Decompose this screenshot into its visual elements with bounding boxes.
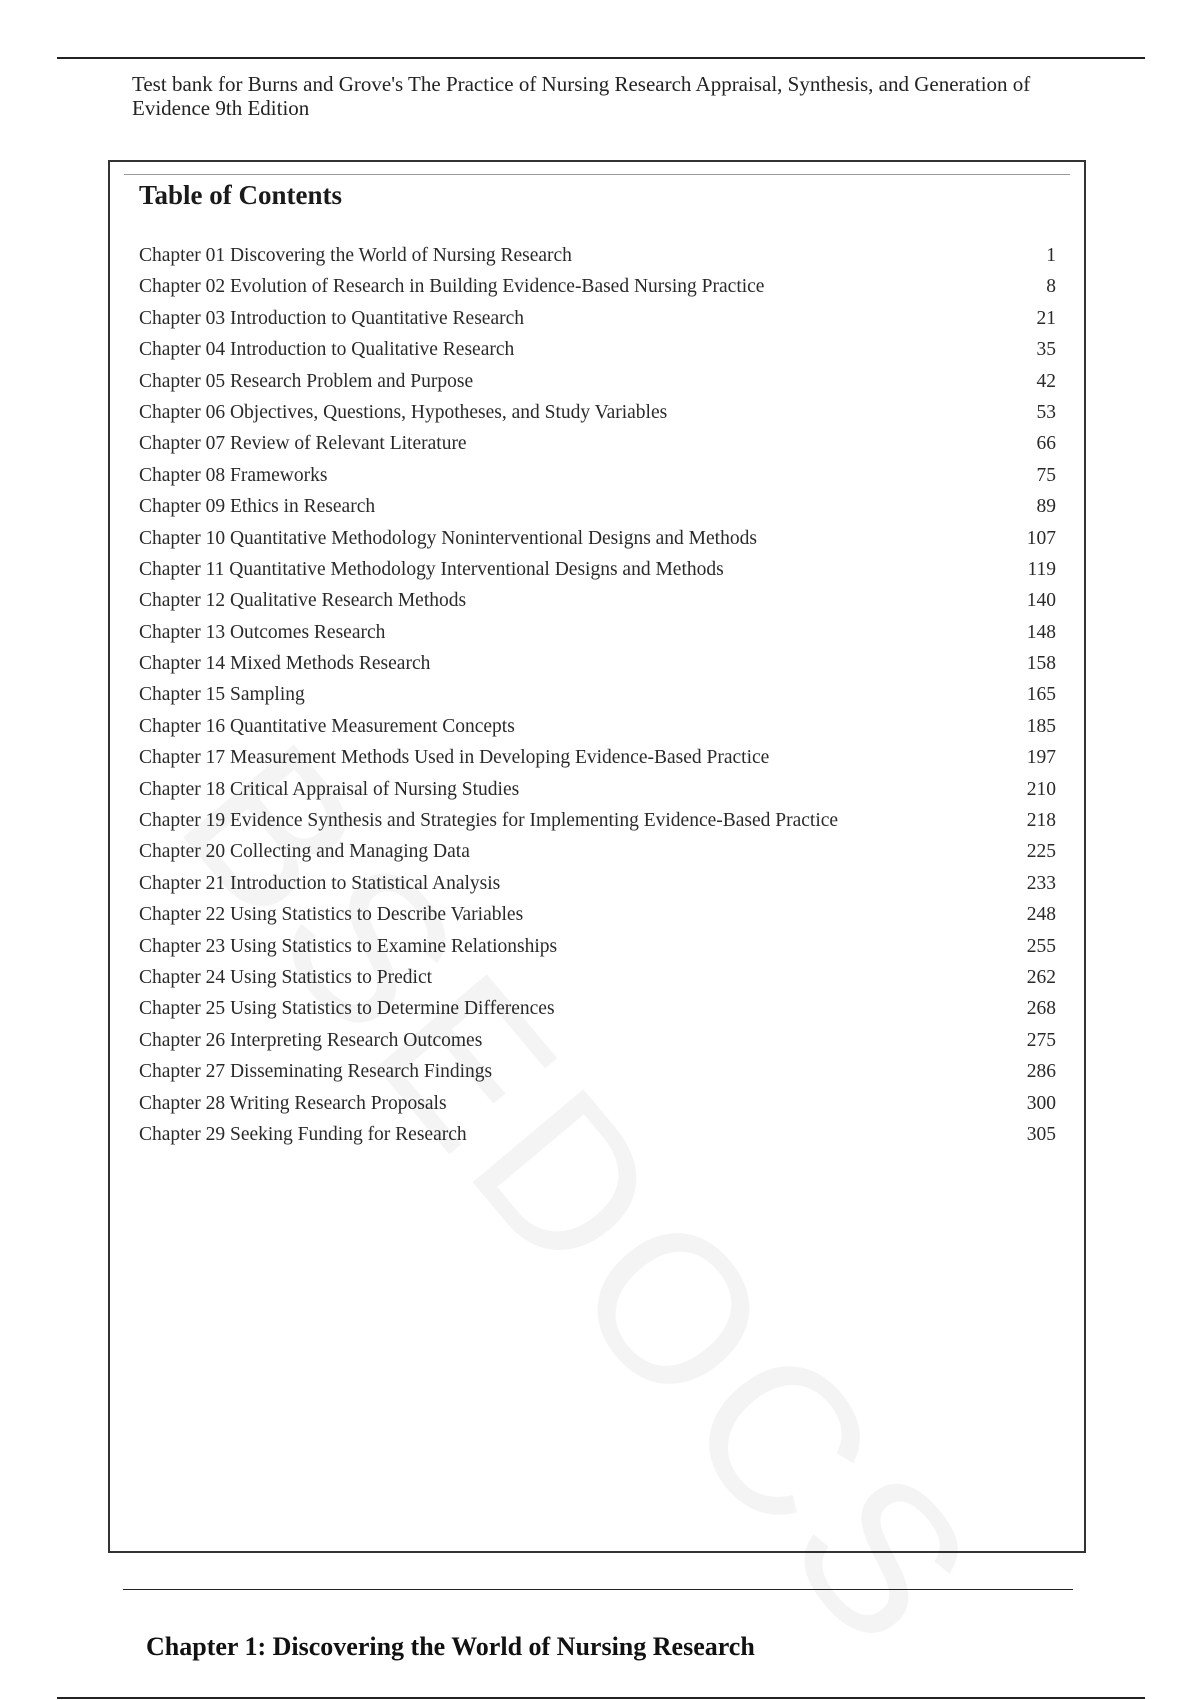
- toc-entry[interactable]: [139, 1061, 1056, 1092]
- toc-entry[interactable]: [139, 1093, 1056, 1124]
- toc-entry-page: 255: [1026, 935, 1056, 957]
- toc-entry[interactable]: [139, 1124, 1056, 1155]
- toc-entry-label: Chapter 21 Introduction to Statistical Analysis: [139, 872, 501, 894]
- toc-entry-page: 248: [1026, 904, 1056, 926]
- toc-entry[interactable]: [139, 496, 1056, 527]
- toc-entry-label: Chapter 09 Ethics in Research: [139, 496, 376, 518]
- toc-entry-page: 158: [1026, 653, 1056, 675]
- toc-entry-page: 107: [1026, 527, 1056, 549]
- toc-entry[interactable]: [139, 779, 1056, 810]
- toc-entry-label: Chapter 14 Mixed Methods Research: [139, 653, 431, 675]
- toc-entry[interactable]: [139, 967, 1056, 998]
- toc-entry-label: Chapter 04 Introduction to Qualitative Research: [139, 339, 515, 361]
- toc-entry[interactable]: [139, 465, 1056, 496]
- toc-entry-page: 42: [1036, 370, 1056, 392]
- toc-entry[interactable]: [139, 339, 1056, 370]
- table-of-contents: [108, 160, 1086, 1553]
- toc-entry[interactable]: [139, 622, 1056, 653]
- toc-entry-page: 1: [1046, 245, 1056, 266]
- toc-entry[interactable]: [139, 747, 1056, 778]
- toc-inner-divider: [124, 174, 1070, 175]
- toc-entry[interactable]: [139, 245, 1056, 276]
- toc-entry[interactable]: [139, 684, 1056, 715]
- toc-entry-page: 262: [1026, 966, 1056, 988]
- toc-entry-page: 286: [1026, 1061, 1056, 1083]
- chapter-heading: Chapter 1: Discovering the World of Nursing Research: [146, 1632, 755, 1661]
- toc-entry[interactable]: [139, 716, 1056, 747]
- toc-entry-label: Chapter 02 Evolution of Research in Building Evidence-Based Nursing Practice: [139, 276, 765, 298]
- bottom-divider: [57, 1697, 1145, 1699]
- toc-entry-label: Chapter 19 Evidence Synthesis and Strategies for Implementing Evidence-Based Practice: [139, 810, 839, 832]
- toc-entry-label: Chapter 27 Disseminating Research Findings: [139, 1061, 493, 1083]
- toc-entry-page: 119: [1027, 558, 1056, 580]
- toc-entry[interactable]: [139, 653, 1056, 684]
- toc-entry-label: Chapter 29 Seeking Funding for Research: [139, 1123, 467, 1145]
- toc-entry[interactable]: [139, 904, 1056, 935]
- toc-list: [139, 245, 1056, 1155]
- toc-entry-page: 66: [1036, 433, 1056, 455]
- toc-entry-page: 165: [1026, 684, 1056, 706]
- toc-entry[interactable]: [139, 841, 1056, 872]
- toc-entry[interactable]: [139, 1030, 1056, 1061]
- toc-entry-label: Chapter 12 Qualitative Research Methods: [139, 590, 467, 612]
- toc-entry-page: 268: [1026, 998, 1056, 1020]
- toc-entry[interactable]: [139, 810, 1056, 841]
- toc-entry-label: Chapter 16 Quantitative Measurement Concepts: [139, 715, 515, 737]
- toc-entry-page: 75: [1036, 464, 1056, 486]
- toc-entry-label: Chapter 20 Collecting and Managing Data: [139, 841, 470, 863]
- toc-entry-label: Chapter 24 Using Statistics to Predict: [139, 966, 433, 988]
- toc-entry[interactable]: [139, 559, 1056, 590]
- toc-entry-page: 35: [1036, 339, 1056, 361]
- toc-entry-page: 275: [1026, 1029, 1056, 1051]
- toc-entry-label: Chapter 18 Critical Appraisal of Nursing Studies: [139, 778, 520, 800]
- toc-entry-page: 300: [1026, 1092, 1056, 1114]
- toc-entry-page: 21: [1036, 307, 1056, 329]
- toc-entry-label: Chapter 15 Sampling: [139, 684, 305, 706]
- toc-entry-page: 140: [1026, 590, 1056, 612]
- toc-entry-page: 8: [1046, 276, 1056, 298]
- top-divider: [57, 57, 1145, 59]
- toc-entry-page: 89: [1036, 496, 1056, 518]
- toc-entry-label: Chapter 11 Quantitative Methodology Interventional Designs and Methods: [139, 558, 724, 580]
- document-title: Test bank for Burns and Grove's The Practice of Nursing Research Appraisal, Synthesis, and Generation of Evidence 9th Edition: [132, 72, 1031, 120]
- toc-entry-page: 305: [1026, 1123, 1056, 1145]
- toc-entry-label: Chapter 03 Introduction to Quantitative Research: [139, 307, 525, 329]
- toc-entry[interactable]: [139, 998, 1056, 1029]
- toc-entry-label: Chapter 17 Measurement Methods Used in Developing Evidence-Based Practice: [139, 747, 770, 769]
- toc-entry-label: Chapter 07 Review of Relevant Literature: [139, 433, 467, 455]
- section-divider: [123, 1589, 1073, 1590]
- toc-entry[interactable]: [139, 528, 1056, 559]
- toc-entry-label: Chapter 25 Using Statistics to Determine Differences: [139, 998, 555, 1020]
- toc-entry-page: 233: [1026, 872, 1056, 894]
- toc-heading: Table of Contents: [139, 180, 343, 210]
- toc-entry-page: 53: [1036, 401, 1056, 423]
- toc-entry[interactable]: [139, 590, 1056, 621]
- toc-entry-page: 197: [1026, 747, 1056, 769]
- toc-entry-label: Chapter 22 Using Statistics to Describe Variables: [139, 904, 524, 926]
- toc-entry[interactable]: [139, 371, 1056, 402]
- toc-entry[interactable]: [139, 276, 1056, 307]
- toc-entry[interactable]: [139, 433, 1056, 464]
- toc-entry-label: Chapter 08 Frameworks: [139, 464, 328, 486]
- toc-entry-label: Chapter 26 Interpreting Research Outcomes: [139, 1029, 483, 1051]
- toc-entry-label: Chapter 01 Discovering the World of Nursing Research: [139, 245, 572, 266]
- toc-entry-page: 218: [1026, 810, 1056, 832]
- toc-entry[interactable]: [139, 936, 1056, 967]
- toc-entry-label: Chapter 13 Outcomes Research: [139, 621, 386, 643]
- toc-entry-label: Chapter 05 Research Problem and Purpose: [139, 370, 474, 392]
- toc-entry-page: 185: [1026, 715, 1056, 737]
- toc-entry-page: 225: [1026, 841, 1056, 863]
- toc-entry-label: Chapter 23 Using Statistics to Examine Relationships: [139, 935, 558, 957]
- toc-entry-label: Chapter 10 Quantitative Methodology Noninterventional Designs and Methods: [139, 527, 757, 549]
- toc-entry[interactable]: [139, 873, 1056, 904]
- toc-entry-label: Chapter 06 Objectives, Questions, Hypotheses, and Study Variables: [139, 401, 668, 423]
- toc-entry-label: Chapter 28 Writing Research Proposals: [139, 1092, 447, 1114]
- toc-entry-page: 210: [1026, 778, 1056, 800]
- toc-entry[interactable]: [139, 402, 1056, 433]
- toc-entry[interactable]: [139, 308, 1056, 339]
- toc-entry-page: 148: [1026, 621, 1056, 643]
